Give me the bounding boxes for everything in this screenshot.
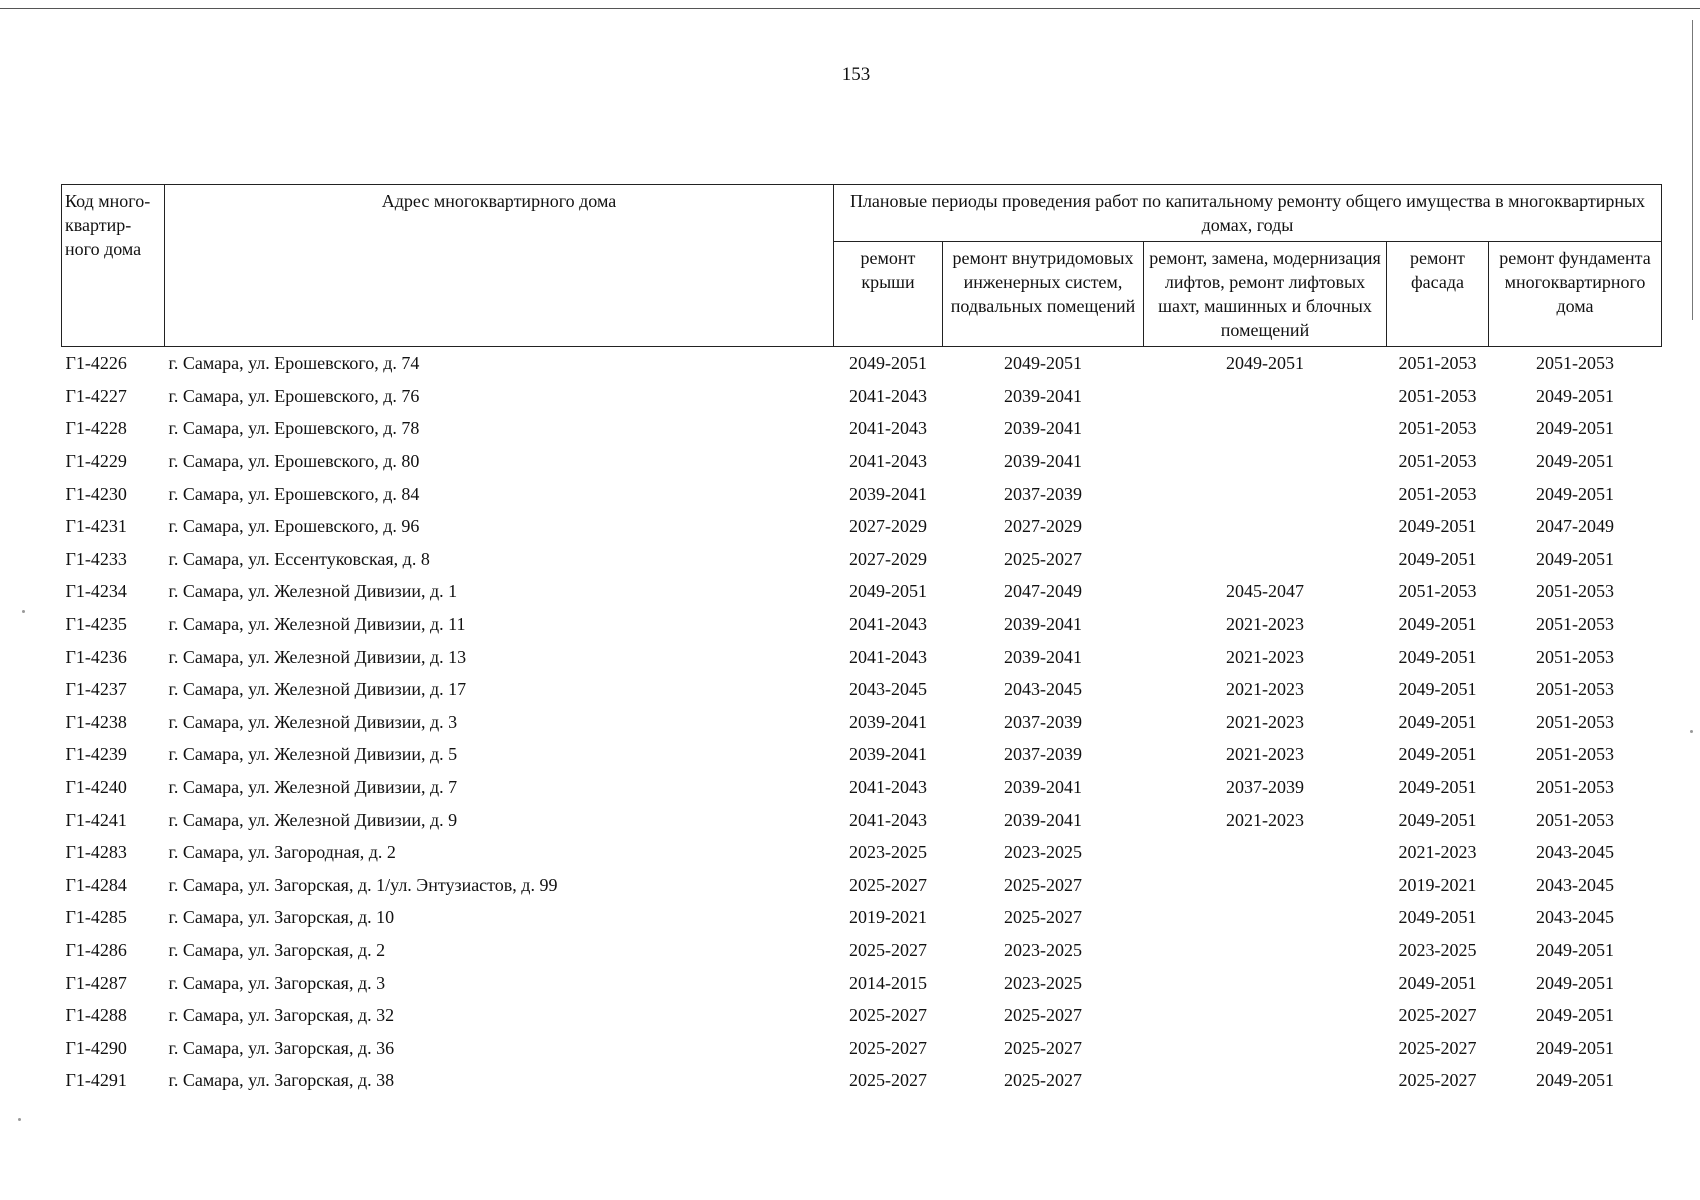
cell-systems-repair: 2037-2039 bbox=[1004, 744, 1082, 765]
cell-systems-repair: 2039-2041 bbox=[1004, 614, 1082, 635]
cell-lifts-repair: 2045-2047 bbox=[1226, 581, 1304, 602]
cell-address: г. Самара, ул. Ерошевского, д. 80 bbox=[168, 451, 420, 472]
cell-facade-repair: 2049-2051 bbox=[1398, 548, 1477, 569]
cell-address: г. Самара, ул. Загорская, д. 2 bbox=[168, 939, 386, 960]
cell-systems-repair: 2027-2029 bbox=[1004, 516, 1082, 537]
cell-roof-repair: 2025-2027 bbox=[849, 1070, 927, 1091]
cell-lifts-repair bbox=[1144, 380, 1387, 413]
cell-facade-repair: 2051-2053 bbox=[1398, 353, 1477, 374]
cell-roof-repair: 2039-2041 bbox=[849, 483, 927, 504]
cell-lifts-repair bbox=[1144, 836, 1387, 869]
cell-code: Г1-4227 bbox=[65, 385, 127, 406]
table-row bbox=[62, 575, 1662, 608]
cell-facade-repair: 2049-2051 bbox=[1398, 711, 1477, 732]
cell-address: г. Самара, ул. Загорская, д. 38 bbox=[168, 1070, 395, 1091]
cell-systems-repair: 2025-2027 bbox=[1004, 874, 1082, 895]
cell-systems-repair: 2025-2027 bbox=[1004, 1005, 1082, 1026]
header-lifts-repair: ремонт, замена, модернизация лифтов, ремонт лифтовых шахт, машинных и блочных помещений bbox=[1144, 242, 1387, 347]
table-row bbox=[62, 901, 1662, 934]
cell-address: г. Самара, ул. Загорская, д. 32 bbox=[168, 1005, 395, 1026]
cell-roof-repair: 2041-2043 bbox=[849, 418, 927, 439]
cell-code: Г1-4236 bbox=[65, 646, 127, 667]
cell-systems-repair: 2023-2025 bbox=[1004, 939, 1082, 960]
table-row bbox=[62, 869, 1662, 902]
cell-roof-repair: 2019-2021 bbox=[849, 907, 927, 928]
cell-foundation-repair: 2051-2053 bbox=[1536, 711, 1614, 732]
cell-code: Г1-4291 bbox=[65, 1070, 127, 1091]
cell-lifts-repair: 2021-2023 bbox=[1226, 711, 1304, 732]
cell-roof-repair: 2023-2025 bbox=[849, 842, 927, 863]
cell-code: Г1-4290 bbox=[65, 1037, 127, 1058]
table-row bbox=[62, 477, 1662, 510]
cell-lifts-repair bbox=[1144, 966, 1387, 999]
cell-foundation-repair: 2051-2053 bbox=[1536, 353, 1614, 374]
cell-address: г. Самара, ул. Железной Дивизии, д. 5 bbox=[168, 744, 458, 765]
header-row-top bbox=[62, 185, 1662, 242]
cell-address: г. Самара, ул. Ерошевского, д. 76 bbox=[168, 385, 420, 406]
cell-roof-repair: 2039-2041 bbox=[849, 744, 927, 765]
header-address: Адрес многоквартирного дома bbox=[165, 185, 834, 347]
table-row bbox=[62, 412, 1662, 445]
scan-edge-top bbox=[0, 8, 1700, 9]
table-header bbox=[62, 185, 1662, 347]
cell-address: г. Самара, ул. Загорская, д. 36 bbox=[168, 1037, 395, 1058]
cell-lifts-repair: 2037-2039 bbox=[1226, 777, 1304, 798]
cell-code: Г1-4287 bbox=[65, 972, 127, 993]
cell-address: г. Самара, ул. Железной Дивизии, д. 3 bbox=[168, 711, 458, 732]
cell-lifts-repair bbox=[1144, 999, 1387, 1032]
cell-systems-repair: 2039-2041 bbox=[1004, 418, 1082, 439]
cell-lifts-repair bbox=[1144, 901, 1387, 934]
cell-foundation-repair: 2049-2051 bbox=[1536, 451, 1614, 472]
table-row bbox=[62, 1064, 1662, 1097]
table-row bbox=[62, 543, 1662, 576]
cell-foundation-repair: 2049-2051 bbox=[1536, 385, 1614, 406]
page-number: 153 bbox=[841, 64, 871, 85]
cell-foundation-repair: 2049-2051 bbox=[1536, 483, 1614, 504]
cell-roof-repair: 2041-2043 bbox=[849, 385, 927, 406]
table-row bbox=[62, 445, 1662, 478]
cell-lifts-repair: 2021-2023 bbox=[1226, 646, 1304, 667]
cell-foundation-repair: 2043-2045 bbox=[1536, 842, 1614, 863]
cell-roof-repair: 2041-2043 bbox=[849, 614, 927, 635]
cell-facade-repair: 2051-2053 bbox=[1398, 451, 1477, 472]
cell-systems-repair: 2023-2025 bbox=[1004, 972, 1082, 993]
cell-foundation-repair: 2051-2053 bbox=[1536, 581, 1614, 602]
scan-speck bbox=[1690, 730, 1693, 733]
cell-code: Г1-4226 bbox=[65, 353, 127, 374]
cell-roof-repair: 2025-2027 bbox=[849, 1005, 927, 1026]
table-row bbox=[62, 510, 1662, 543]
cell-code: Г1-4286 bbox=[65, 939, 127, 960]
cell-facade-repair: 2049-2051 bbox=[1398, 646, 1477, 667]
cell-roof-repair: 2041-2043 bbox=[849, 451, 927, 472]
cell-code: Г1-4228 bbox=[65, 418, 127, 439]
cell-facade-repair: 2021-2023 bbox=[1398, 842, 1477, 863]
cell-code: Г1-4230 bbox=[65, 483, 127, 504]
cell-code: Г1-4229 bbox=[65, 451, 127, 472]
cell-facade-repair: 2051-2053 bbox=[1398, 483, 1477, 504]
cell-roof-repair: 2025-2027 bbox=[849, 1037, 927, 1058]
cell-facade-repair: 2049-2051 bbox=[1398, 679, 1477, 700]
header-code: Код много-квартир-ного дома bbox=[62, 185, 165, 347]
cell-systems-repair: 2025-2027 bbox=[1004, 548, 1082, 569]
cell-roof-repair: 2041-2043 bbox=[849, 777, 927, 798]
cell-address: г. Самара, ул. Загорская, д. 1/ул. Энтузиастов, д. 99 bbox=[168, 874, 558, 895]
cell-address: г. Самара, ул. Ерошевского, д. 84 bbox=[168, 483, 420, 504]
cell-systems-repair: 2043-2045 bbox=[1004, 679, 1082, 700]
table-row bbox=[62, 706, 1662, 739]
cell-facade-repair: 2049-2051 bbox=[1398, 614, 1477, 635]
cell-address: г. Самара, ул. Железной Дивизии, д. 9 bbox=[168, 809, 458, 830]
cell-roof-repair: 2014-2015 bbox=[849, 972, 927, 993]
cell-systems-repair: 2025-2027 bbox=[1004, 907, 1082, 928]
cell-code: Г1-4237 bbox=[65, 679, 127, 700]
cell-code: Г1-4285 bbox=[65, 907, 127, 928]
cell-systems-repair: 2047-2049 bbox=[1004, 581, 1082, 602]
repair-schedule-table bbox=[61, 184, 1662, 1097]
table-row bbox=[62, 803, 1662, 836]
cell-code: Г1-4233 bbox=[65, 548, 127, 569]
cell-systems-repair: 2037-2039 bbox=[1004, 483, 1082, 504]
cell-systems-repair: 2025-2027 bbox=[1004, 1070, 1082, 1091]
cell-foundation-repair: 2043-2045 bbox=[1536, 874, 1614, 895]
cell-lifts-repair bbox=[1144, 543, 1387, 576]
cell-address: г. Самара, ул. Железной Дивизии, д. 13 bbox=[168, 646, 467, 667]
cell-foundation-repair: 2049-2051 bbox=[1536, 548, 1614, 569]
scan-speck bbox=[22, 610, 25, 613]
cell-roof-repair: 2041-2043 bbox=[849, 809, 927, 830]
cell-lifts-repair bbox=[1144, 412, 1387, 445]
cell-facade-repair: 2049-2051 bbox=[1398, 972, 1477, 993]
header-roof-repair: ремонт крыши bbox=[834, 242, 943, 347]
cell-code: Г1-4240 bbox=[65, 777, 127, 798]
cell-lifts-repair: 2021-2023 bbox=[1226, 809, 1304, 830]
cell-roof-repair: 2027-2029 bbox=[849, 516, 927, 537]
cell-address: г. Самара, ул. Загорская, д. 3 bbox=[168, 972, 386, 993]
table-row bbox=[62, 999, 1662, 1032]
cell-address: г. Самара, ул. Ерошевского, д. 78 bbox=[168, 418, 420, 439]
cell-facade-repair: 2049-2051 bbox=[1398, 777, 1477, 798]
table-body bbox=[62, 347, 1662, 1097]
cell-facade-repair: 2025-2027 bbox=[1398, 1005, 1477, 1026]
cell-foundation-repair: 2051-2053 bbox=[1536, 744, 1614, 765]
cell-facade-repair: 2051-2053 bbox=[1398, 581, 1477, 602]
table-row bbox=[62, 836, 1662, 869]
cell-systems-repair: 2037-2039 bbox=[1004, 711, 1082, 732]
cell-roof-repair: 2025-2027 bbox=[849, 939, 927, 960]
cell-lifts-repair: 2021-2023 bbox=[1226, 614, 1304, 635]
cell-lifts-repair: 2021-2023 bbox=[1226, 744, 1304, 765]
cell-address: г. Самара, ул. Железной Дивизии, д. 7 bbox=[168, 777, 458, 798]
cell-facade-repair: 2049-2051 bbox=[1398, 744, 1477, 765]
cell-facade-repair: 2051-2053 bbox=[1398, 385, 1477, 406]
cell-systems-repair: 2023-2025 bbox=[1004, 842, 1082, 863]
cell-roof-repair: 2039-2041 bbox=[849, 711, 927, 732]
header-foundation-repair: ремонт фундамента многоквартирного дома bbox=[1489, 242, 1662, 347]
cell-foundation-repair: 2049-2051 bbox=[1536, 418, 1614, 439]
cell-code: Г1-4283 bbox=[65, 842, 127, 863]
cell-address: г. Самара, ул. Ессентуковская, д. 8 bbox=[168, 548, 430, 569]
cell-foundation-repair: 2051-2053 bbox=[1536, 679, 1614, 700]
cell-facade-repair: 2019-2021 bbox=[1398, 874, 1477, 895]
cell-foundation-repair: 2049-2051 bbox=[1536, 1070, 1614, 1091]
cell-foundation-repair: 2051-2053 bbox=[1536, 777, 1614, 798]
cell-facade-repair: 2051-2053 bbox=[1398, 418, 1477, 439]
cell-facade-repair: 2049-2051 bbox=[1398, 809, 1477, 830]
table-row bbox=[62, 380, 1662, 413]
cell-foundation-repair: 2049-2051 bbox=[1536, 1005, 1614, 1026]
cell-foundation-repair: 2049-2051 bbox=[1536, 1037, 1614, 1058]
cell-roof-repair: 2043-2045 bbox=[849, 679, 927, 700]
cell-foundation-repair: 2047-2049 bbox=[1536, 516, 1614, 537]
cell-foundation-repair: 2051-2053 bbox=[1536, 809, 1614, 830]
table-row bbox=[62, 1031, 1662, 1064]
cell-code: Г1-4239 bbox=[65, 744, 127, 765]
cell-roof-repair: 2049-2051 bbox=[849, 353, 927, 374]
cell-foundation-repair: 2051-2053 bbox=[1536, 646, 1614, 667]
cell-facade-repair: 2049-2051 bbox=[1398, 907, 1477, 928]
table-row bbox=[62, 673, 1662, 706]
cell-code: Г1-4288 bbox=[65, 1005, 127, 1026]
cell-foundation-repair: 2049-2051 bbox=[1536, 939, 1614, 960]
cell-address: г. Самара, ул. Железной Дивизии, д. 17 bbox=[168, 679, 467, 700]
cell-roof-repair: 2041-2043 bbox=[849, 646, 927, 667]
cell-roof-repair: 2049-2051 bbox=[849, 581, 927, 602]
cell-address: г. Самара, ул. Загорская, д. 10 bbox=[168, 907, 395, 928]
header-planned-periods: Плановые периоды проведения работ по капитальному ремонту общего имущества в многоквартирных домах, годы bbox=[834, 185, 1662, 242]
cell-systems-repair: 2039-2041 bbox=[1004, 451, 1082, 472]
cell-address: г. Самара, ул. Железной Дивизии, д. 1 bbox=[168, 581, 458, 602]
header-facade-repair: ремонт фасада bbox=[1387, 242, 1489, 347]
table-row bbox=[62, 771, 1662, 804]
table-row bbox=[62, 347, 1662, 380]
cell-facade-repair: 2049-2051 bbox=[1398, 516, 1477, 537]
cell-lifts-repair: 2049-2051 bbox=[1226, 353, 1304, 374]
cell-address: г. Самара, ул. Ерошевского, д. 96 bbox=[168, 516, 420, 537]
header-engineering-systems-repair: ремонт внутридомовых инженерных систем, подвальных помещений bbox=[943, 242, 1144, 347]
cell-systems-repair: 2039-2041 bbox=[1004, 385, 1082, 406]
cell-systems-repair: 2039-2041 bbox=[1004, 809, 1082, 830]
cell-systems-repair: 2039-2041 bbox=[1004, 646, 1082, 667]
cell-address: г. Самара, ул. Железной Дивизии, д. 11 bbox=[168, 614, 466, 635]
cell-roof-repair: 2025-2027 bbox=[849, 874, 927, 895]
cell-lifts-repair bbox=[1144, 869, 1387, 902]
cell-systems-repair: 2049-2051 bbox=[1004, 353, 1082, 374]
cell-facade-repair: 2023-2025 bbox=[1398, 939, 1477, 960]
table-row bbox=[62, 738, 1662, 771]
cell-code: Г1-4238 bbox=[65, 711, 127, 732]
table-row bbox=[62, 966, 1662, 999]
cell-address: г. Самара, ул. Ерошевского, д. 74 bbox=[168, 353, 420, 374]
cell-code: Г1-4284 bbox=[65, 874, 127, 895]
cell-foundation-repair: 2043-2045 bbox=[1536, 907, 1614, 928]
cell-lifts-repair bbox=[1144, 934, 1387, 967]
cell-lifts-repair bbox=[1144, 1031, 1387, 1064]
cell-code: Г1-4234 bbox=[65, 581, 127, 602]
cell-address: г. Самара, ул. Загородная, д. 2 bbox=[168, 842, 396, 863]
cell-foundation-repair: 2051-2053 bbox=[1536, 614, 1614, 635]
cell-systems-repair: 2039-2041 bbox=[1004, 777, 1082, 798]
table-row bbox=[62, 640, 1662, 673]
cell-lifts-repair bbox=[1144, 1064, 1387, 1097]
cell-code: Г1-4241 bbox=[65, 809, 127, 830]
cell-lifts-repair bbox=[1144, 477, 1387, 510]
cell-facade-repair: 2025-2027 bbox=[1398, 1070, 1477, 1091]
cell-roof-repair: 2027-2029 bbox=[849, 548, 927, 569]
table-row bbox=[62, 608, 1662, 641]
cell-facade-repair: 2025-2027 bbox=[1398, 1037, 1477, 1058]
scan-speck bbox=[18, 1118, 21, 1121]
cell-lifts-repair: 2021-2023 bbox=[1226, 679, 1304, 700]
cell-lifts-repair bbox=[1144, 445, 1387, 478]
cell-foundation-repair: 2049-2051 bbox=[1536, 972, 1614, 993]
table-row bbox=[62, 934, 1662, 967]
cell-code: Г1-4235 bbox=[65, 614, 127, 635]
cell-code: Г1-4231 bbox=[65, 516, 127, 537]
cell-systems-repair: 2025-2027 bbox=[1004, 1037, 1082, 1058]
cell-lifts-repair bbox=[1144, 510, 1387, 543]
